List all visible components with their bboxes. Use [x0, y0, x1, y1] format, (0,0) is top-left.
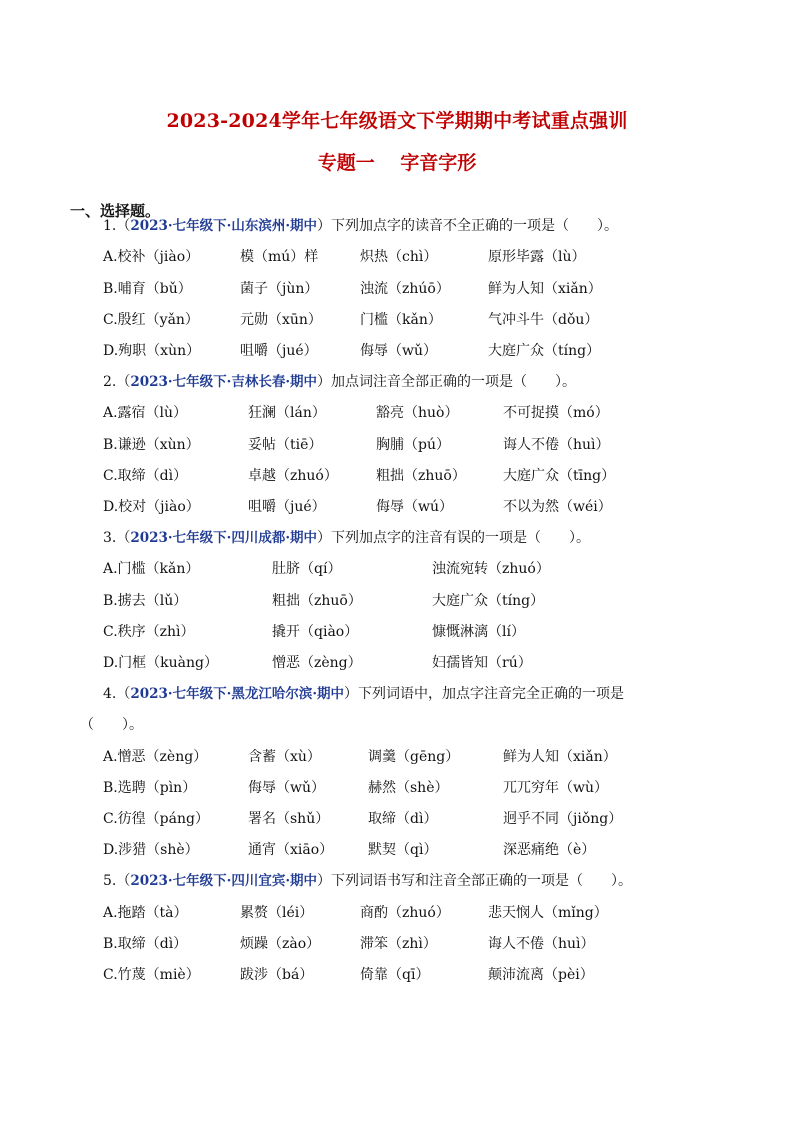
- question-stem: [103, 528, 590, 548]
- question-source: 2023·七年级下·山东滨州·期中: [130, 218, 318, 234]
- question-source: 2023·七年级下·黑龙江哈尔滨·期中: [130, 686, 345, 702]
- question-number: 5.（: [103, 873, 131, 889]
- option-word: 商酌（zhuó）: [360, 905, 450, 921]
- question-source: 2023·七年级下·吉林长春·期中: [130, 374, 318, 390]
- option-word: 粗拙（zhuō）: [376, 468, 466, 484]
- option-word: 浊流（zhúō）: [360, 281, 450, 297]
- question-stem-continued: （ ）。: [80, 717, 143, 733]
- option-word: 浊流宛转（zhuó）: [432, 561, 550, 577]
- question-text: ）下列加点字的读音不全正确的一项是（ ）。: [317, 218, 619, 234]
- option-word: 原形毕露（lù）: [488, 249, 586, 265]
- option-word: 滞笨（zhì）: [360, 936, 437, 952]
- option-word: 累赘（léi）: [240, 905, 314, 921]
- option-label: D.门框（kuàng）: [103, 655, 219, 671]
- option-word: 咀嚼（jué）: [248, 499, 326, 515]
- option-label: C.殷红（yǎn）: [103, 312, 199, 328]
- option-word: 妥帖（tiē）: [248, 437, 323, 453]
- question-number: 4.（: [103, 686, 131, 702]
- option-word: 颠沛流离（pèi）: [488, 967, 594, 983]
- option-word: 粗拙（zhuō）: [272, 593, 362, 609]
- option-word: 憎恶（zèng）: [272, 655, 362, 671]
- question-text: ）下列词语中，加点字注音完全正确的一项是: [344, 686, 625, 702]
- option-label: B.选聘（pìn）: [103, 780, 197, 796]
- option-label: B.哺育（bǔ）: [103, 281, 192, 297]
- option-label: C.彷徨（páng）: [103, 811, 209, 827]
- option-word: 含蓄（xù）: [248, 749, 321, 765]
- option-label: D.殉职（xùn）: [103, 343, 201, 359]
- option-word: 调羹（gēng）: [368, 749, 460, 765]
- option-word: 侮辱（wǔ）: [360, 343, 437, 359]
- question-source: 2023·七年级下·四川成都·期中: [130, 530, 318, 546]
- option-word: 气冲斗牛（dǒu）: [488, 312, 599, 328]
- option-word: 迥乎不同（jiǒng）: [503, 811, 623, 827]
- option-word: 通宵（xiāo）: [248, 842, 334, 858]
- option-label: A.门槛（kǎn）: [103, 561, 200, 577]
- option-word: 署名（shǔ）: [248, 811, 330, 827]
- option-word: 妇孺皆知（rú）: [432, 655, 532, 671]
- question-stem: [103, 871, 632, 891]
- question-number: 2.（: [103, 374, 131, 390]
- option-word: 跋涉（bá）: [240, 967, 314, 983]
- section-heading: 一、选择题。: [70, 202, 161, 220]
- question-source: 2023·七年级下·四川宜宾·期中: [130, 873, 318, 889]
- option-word: 大庭广众（tíng）: [432, 593, 545, 609]
- option-label: A.拖踏（tà）: [103, 905, 188, 921]
- option-word: 狂澜（lán）: [248, 405, 326, 421]
- option-word: 侮辱（wú）: [376, 499, 453, 515]
- option-word: 撬开（qiào）: [272, 624, 359, 640]
- option-word: 诲人不倦（huì）: [503, 437, 610, 453]
- option-word: 肚脐（qí）: [272, 561, 342, 577]
- option-word: 兀兀穷年（wù）: [503, 780, 608, 796]
- option-label: D.涉猎（shè）: [103, 842, 199, 858]
- option-word: 豁亮（huò）: [376, 405, 459, 421]
- option-label: A.露宿（lù）: [103, 405, 188, 421]
- option-word: 大庭广众（tíng）: [488, 343, 601, 359]
- option-word: 默契（qì）: [368, 842, 438, 858]
- option-word: 侮辱（wǔ）: [248, 780, 325, 796]
- option-word: 鲜为人知（xiǎn）: [503, 749, 617, 765]
- option-word: 大庭广众（tīng）: [503, 468, 616, 484]
- option-label: C.秩序（zhì）: [103, 624, 195, 640]
- option-word: 诲人不倦（huì）: [488, 936, 595, 952]
- page-subtitle: 专题一 字音字形: [317, 152, 477, 174]
- option-word: 赫然（shè）: [368, 780, 449, 796]
- option-label: D.校对（jiào）: [103, 499, 200, 515]
- option-word: 鲜为人知（xiǎn）: [488, 281, 602, 297]
- option-word: 门槛（kǎn）: [360, 312, 442, 328]
- option-word: 胸脯（pú）: [376, 437, 450, 453]
- question-stem: [103, 216, 618, 236]
- option-word: 慷慨淋漓（lí）: [432, 624, 525, 640]
- page-title: 2023-2024学年七年级语文下学期期中考试重点强训: [166, 110, 628, 132]
- question-number: 1.（: [103, 218, 131, 234]
- question-text: ）加点词注音全部正确的一项是（ ）。: [317, 374, 577, 390]
- option-label: B.掳去（lǔ）: [103, 593, 188, 609]
- option-word: 深恶痛绝（è）: [503, 842, 596, 858]
- option-word: 取缔（dì）: [368, 811, 438, 827]
- option-label: B.谦逊（xùn）: [103, 437, 200, 453]
- option-word: 卓越（zhuó）: [248, 468, 338, 484]
- option-word: 元勋（xūn）: [240, 312, 322, 328]
- question-stem: [103, 372, 576, 392]
- option-word: 模（mú）样: [240, 249, 319, 265]
- option-word: 菌子（jùn）: [240, 281, 319, 297]
- question-stem: [103, 684, 624, 704]
- option-word: 倚靠（qī）: [360, 967, 430, 983]
- option-word: 悲天悯人（mǐng）: [488, 905, 608, 921]
- question-number: 3.（: [103, 530, 131, 546]
- question-text: ）下列词语书写和注音全部正确的一项是（ ）。: [317, 873, 633, 889]
- option-word: 不可捉摸（mó）: [503, 405, 609, 421]
- option-label: C.取缔（dì）: [103, 468, 188, 484]
- option-label: A.憎恶（zèng）: [103, 749, 208, 765]
- option-word: 不以为然（wéi）: [503, 499, 612, 515]
- option-word: 烦躁（zào）: [240, 936, 321, 952]
- option-label: C.竹蔑（miè）: [103, 967, 200, 983]
- option-label: B.取缔（dì）: [103, 936, 188, 952]
- option-word: 炽热（chì）: [360, 249, 438, 265]
- question-text: ）下列加点字的注音有误的一项是（ ）。: [317, 530, 591, 546]
- option-word: 咀嚼（jué）: [240, 343, 318, 359]
- option-label: A.校补（jiào）: [103, 249, 200, 265]
